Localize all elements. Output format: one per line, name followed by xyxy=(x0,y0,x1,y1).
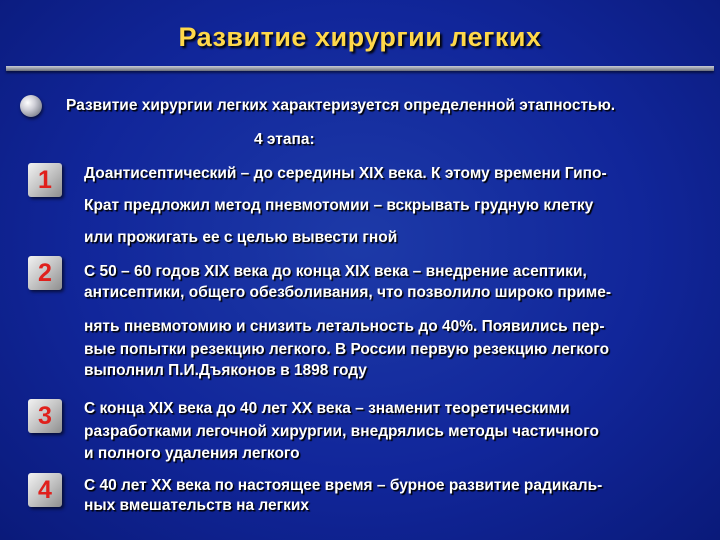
stage-text-line: выполнил П.И.Дъяконов в 1898 году xyxy=(84,362,367,379)
bullet-icon xyxy=(20,95,42,117)
stage-number-badge: 1 xyxy=(28,163,62,197)
stage-text-line: ных вмешательств на легких xyxy=(84,497,310,514)
stage-text-line: С 40 лет XX века по настоящее время – бурное развитие радикаль- xyxy=(84,477,603,494)
stage-number-badge: 3 xyxy=(28,399,62,433)
stage-text-line: С конца XIX века до 40 лет XX века – знаменит теоретическими xyxy=(84,400,570,417)
stage-text-line: С 50 – 60 годов XIX века до конца XIX века – внедрение асептики, xyxy=(84,263,587,280)
stages-label: 4 этапа: xyxy=(254,131,315,148)
slide-title: Развитие хирургии легких xyxy=(178,22,542,52)
title-divider xyxy=(6,66,714,71)
stage-number-badge: 2 xyxy=(28,256,62,290)
intro-text: Развитие хирургии легких характеризуется определенной этапностью. xyxy=(66,97,616,114)
stage-text-line: антисептики, общего обезболивания, что позволило широко приме- xyxy=(84,284,611,301)
stage-text-line: или прожигать ее с целью вывести гной xyxy=(84,229,398,246)
stage-text-line: Доантисептический – до середины XIX века. К этому времени Гипо- xyxy=(84,165,607,182)
stage-number-badge: 4 xyxy=(28,473,62,507)
stage-text-line: и полного удаления легкого xyxy=(84,445,300,462)
stage-text-line: нять пневмотомию и снизить летальность до 40%. Появились пер- xyxy=(84,318,605,335)
stage-text-line: Крат предложил метод пневмотомии – вскрывать грудную клетку xyxy=(84,197,594,214)
stage-text-line: разработками легочной хирургии, внедрялись методы частичного xyxy=(84,423,599,440)
stage-text-line: вые попытки резекцию легкого. В России первую резекцию легкого xyxy=(84,341,610,358)
